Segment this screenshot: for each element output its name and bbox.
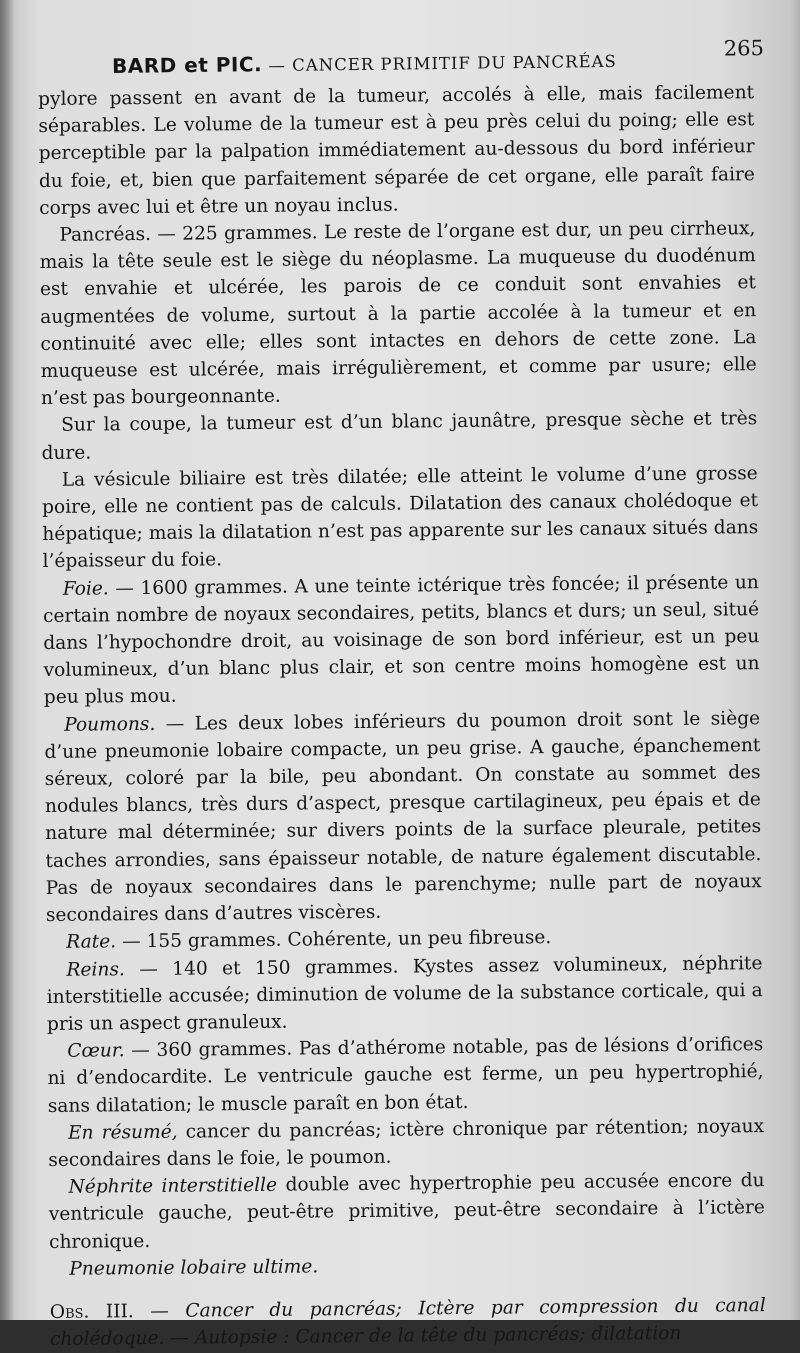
text-foie: — 1600 grammes. A une teinte ictérique très foncée; il présente un certain nombre de noyaux secondaires, petits, blancs et durs; un seul, situé dans l’hypochondre droit, au voisinage de son bord inférieur, est un peu volumineux, d’un blanc plus clair, et son centre moins homogène est un peu plus mou.: [42, 571, 760, 709]
paragraph-pneumonie: Pneumonie lobaire ultime.: [69, 1256, 319, 1280]
paragraph-poumons: [44, 705, 762, 929]
text-nephrite: double avec hypertrophie peu accusée encore du ventricule gauche, peut-être primitive, peut-être secondaire à l’ictère chronique.: [48, 1170, 765, 1253]
label-coeur: Cœur.: [67, 1040, 125, 1062]
text-resume: cancer du pancréas; ictère chronique par rétention; noyaux secondaires dans le foie, le poumon.: [48, 1115, 765, 1171]
text-rate: — 155 grammes. Cohérente, un peu fibreuse.: [116, 927, 552, 953]
text-reins: — 140 et 150 grammes. Kystes assez volumineux, néphrite interstitielle accusée; diminution de volume de la substance corticale, qui a pris un aspect granuleux.: [46, 952, 763, 1035]
paragraph-coupe: Sur la coupe, la tumeur est d’un blanc jaunâtre, presque sèche et très dure.: [41, 408, 758, 464]
paragraph-foie: [43, 569, 760, 712]
running-header: [112, 36, 772, 84]
paragraph-reins: [46, 950, 763, 1038]
label-poumons: Poumons.: [64, 713, 156, 736]
paragraph-vesicule: La vésicule biliaire est très dilatée; elle atteint le volume d’une grosse poire, elle ne contient pas de calculs. Dilatation des canaux cholédoque et hépatique; mais la dilatation n’est pas apparente sur les canaux situés dans l’épaisseur du foie.: [41, 462, 759, 573]
running-head: [112, 48, 617, 78]
paragraph-coeur: [47, 1031, 764, 1119]
page-number: 265: [723, 36, 765, 61]
text-coeur: — 360 grammes. Pas d’athérome notable, pas de lésions d’orifices ni d’endocardite. Le ventricule gauche est ferme, un peu hypertrophié, sans dilatation; le muscle paraît en bon état.: [47, 1034, 764, 1117]
label-rate: Rate.: [66, 931, 117, 954]
label-nephrite: Néphrite interstitielle: [68, 1174, 278, 1198]
text-observation: Cancer du pancréas; Ictère par compression du canal cholédoque. — Autopsie : Cancer de la tête du pancréas; dilatation: [49, 1295, 766, 1351]
paragraph-observation-3: [50, 1292, 766, 1353]
observation-dash: —: [133, 1300, 186, 1323]
paragraph-pancreas: Pancréas. — 225 grammes. Le reste de l’organe est dur, un peu cirrheux, mais la tête seule est le siège du néoplasme. La muqueuse du duodénum est envahie et ulcérée, les parois de ce conduit sont envahies et augmentées de volume, surtout à la partie accolée à la tumeur et en continuité avec elle; elles sont intactes en dehors de cette zone. La muqueuse est ulcérée, mais irrégulièrement, et comme par usure; elle n’est pas bourgeonnante.: [39, 218, 757, 410]
header-authors: BARD et PIC.: [111, 52, 263, 78]
label-resume: En résumé,: [67, 1121, 178, 1144]
body-text: [38, 79, 766, 1353]
header-title: — CANCER PRIMITIF DU PANCRÉAS: [262, 51, 617, 76]
label-reins: Reins.: [66, 958, 125, 981]
paragraph-resume: [48, 1113, 764, 1174]
paragraph-pylore: pylore passent en avant de la tumeur, accolés à elle, mais facilement séparables. Le volume de la tumeur est à peu près celui du poing; elle est perceptible par la palpation immédiatement au-dessous du bord inférieur du foie, et, bien que parfaitement séparée de cet organe, elle paraît faire corps avec lui et être un noyau inclus.: [38, 82, 755, 219]
label-foie: Foie.: [62, 578, 109, 600]
label-observation: Obs. III.: [49, 1301, 134, 1323]
paragraph-nephrite: [48, 1167, 765, 1255]
text-poumons: — Les deux lobes inférieurs du poumon droit sont le siège d’une pneumonie lobaire compacte, un peu grise. A gauche, épanchement séreux, coloré par la bile, peu abondant. On constate au sommet des nodules blancs, très durs d’aspect, presque cartilagineux, peu épais et de nature mal déterminée; sur divers points de la surface pleurale, petites taches arrondies, sans épaisseur notable, de nature également discutable. Pas de noyaux secondaires dans le parenchyme; nulle part de noyaux secondaires dans d’autres viscères.: [44, 707, 762, 927]
